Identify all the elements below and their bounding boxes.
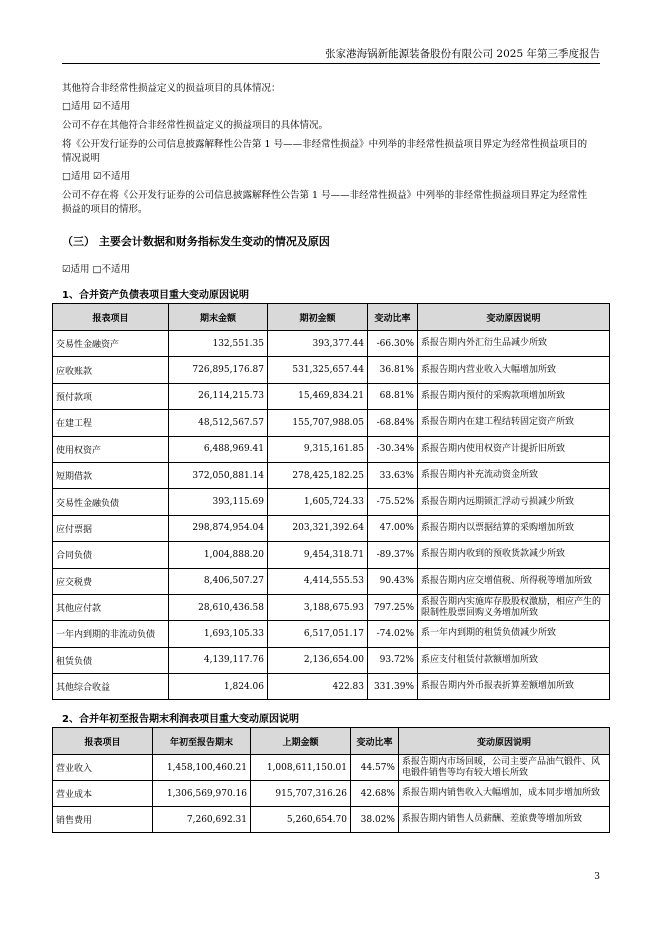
- cell-amount-current: 393,115.69: [169, 489, 268, 515]
- cell-change-rate: -66.30%: [368, 331, 418, 357]
- cell-item: 预付款项: [53, 383, 169, 409]
- checkbox-line-3: ☑适用 □不适用: [62, 264, 131, 275]
- cell-amount-current: 726,895,176.87: [169, 357, 268, 383]
- cell-reason: 系报告期内使用权资产计提折旧所致: [418, 436, 610, 462]
- cell-change-rate: 93.72%: [368, 647, 418, 673]
- cell-amount-current: 7,260,692.31: [153, 807, 251, 833]
- col-header: 期末金额: [169, 304, 268, 331]
- cell-change-rate: -89.37%: [368, 542, 418, 568]
- table-row: [53, 410, 610, 436]
- cell-amount-prior: 278,425,182.25: [268, 462, 368, 488]
- cell-amount-prior: 393,377.44: [268, 331, 368, 357]
- subsection-balance-sheet: 1、合并资产负债表项目重大变动原因说明: [62, 290, 249, 301]
- col-header: 变动比率: [368, 304, 418, 331]
- cell-reason: 系报告期内外汇衍生品减少所致: [418, 331, 610, 357]
- cell-amount-current: 4,139,117.76: [169, 647, 268, 673]
- cell-reason: 系报告期内实施库存股股权激励，相应产生的限制性股票回购义务增加所致: [418, 594, 610, 620]
- cell-amount-prior: 1,605,724.33: [268, 489, 368, 515]
- cell-reason: 系报告期内外币报表折算差额增加所致: [418, 674, 610, 700]
- col-header: 期初金额: [268, 304, 368, 331]
- cell-item: 其他综合收益: [53, 674, 169, 700]
- cell-amount-prior: 15,469,834.21: [268, 383, 368, 409]
- cell-change-rate: 38.02%: [351, 807, 399, 833]
- cell-amount-current: 1,004,888.20: [169, 542, 268, 568]
- cell-amount-prior: 915,707,316.26: [251, 781, 351, 807]
- col-header: 变动原因说明: [399, 728, 610, 755]
- subsection-income-statement: 2、合并年初至报告期末利润表项目重大变动原因说明: [62, 714, 299, 725]
- col-header: 变动原因说明: [418, 304, 610, 331]
- table-row: [53, 489, 610, 515]
- cell-item: 交易性金融负债: [53, 489, 169, 515]
- cell-item: 使用权资产: [53, 436, 169, 462]
- table-row: [53, 331, 610, 357]
- cell-amount-prior: 531,325,657.44: [268, 357, 368, 383]
- cell-item: 短期借款: [53, 462, 169, 488]
- cell-reason: 系报告期内收到的预收货款减少所致: [418, 542, 610, 568]
- cell-amount-prior: 203,321,392.64: [268, 515, 368, 541]
- cell-item: 营业成本: [53, 781, 153, 807]
- cell-change-rate: -30.34%: [368, 436, 418, 462]
- cell-amount-prior: 3,188,675.93: [268, 594, 368, 620]
- line-definition-note: 将《公开发行证券的公司信息披露解释性公告第 1 号——非经常性损益》中列举的非经常性损益项目界定为经常性损益项目的情况说明: [62, 139, 588, 164]
- cell-item: 交易性金融资产: [53, 331, 169, 357]
- cell-reason: 系应支付租赁付款额增加所致: [418, 647, 610, 673]
- cell-change-rate: 797.25%: [368, 594, 418, 620]
- col-header: 变动比率: [351, 728, 399, 755]
- cell-amount-current: 298,874,954.04: [169, 515, 268, 541]
- cell-change-rate: 68.81%: [368, 383, 418, 409]
- page-number: 3: [594, 872, 600, 882]
- table-row: [53, 436, 610, 462]
- cell-change-rate: 47.00%: [368, 515, 418, 541]
- cell-reason: 系报告期内营业收入大幅增加所致: [418, 357, 610, 383]
- cell-amount-current: 28,610,436.58: [169, 594, 268, 620]
- table-row: [53, 755, 610, 781]
- cell-amount-current: 372,050,881.14: [169, 462, 268, 488]
- cell-item: 销售费用: [53, 807, 153, 833]
- cell-item: 合同负债: [53, 542, 169, 568]
- cell-change-rate: 36.81%: [368, 357, 418, 383]
- balance-sheet-table: [52, 303, 610, 700]
- cell-reason: 系报告期内补充流动资金所致: [418, 462, 610, 488]
- col-header: 年初至报告期末: [153, 728, 251, 755]
- cell-amount-current: 8,406,507.27: [169, 568, 268, 594]
- cell-amount-current: 6,488,969.41: [169, 436, 268, 462]
- cell-amount-current: 26,114,215.73: [169, 383, 268, 409]
- cell-item: 一年内到期的非流动负债: [53, 621, 169, 647]
- table-row: [53, 383, 610, 409]
- cell-change-rate: 42.68%: [351, 781, 399, 807]
- cell-amount-prior: 4,414,555.53: [268, 568, 368, 594]
- cell-item: 应收账款: [53, 357, 169, 383]
- cell-reason: 系报告期内销售收入大幅增加，成本同步增加所致: [399, 781, 610, 807]
- section-title-3: （三） 主要会计数据和财务指标发生变动的情况及原因: [62, 235, 330, 248]
- page-header: 张家港海锅新能源装备股份有限公司 2025 年第三季度报告: [62, 46, 600, 64]
- checkbox-line-1: □适用 ☑不适用: [62, 101, 131, 112]
- cell-change-rate: -75.52%: [368, 489, 418, 515]
- table-row: [53, 515, 610, 541]
- cell-reason: 系报告期内应交增值税、所得税等增加所致: [418, 568, 610, 594]
- cell-item: 其他应付款: [53, 594, 169, 620]
- line-no-other-items: 公司不存在其他符合非经常性损益定义的损益项目的具体情况。: [62, 120, 329, 131]
- cell-reason: 系报告期内在建工程结转固定资产所致: [418, 410, 610, 436]
- cell-change-rate: 33.63%: [368, 462, 418, 488]
- cell-reason: 系报告期内远期锁汇浮动亏损减少所致: [418, 489, 610, 515]
- cell-amount-current: 48,512,567.57: [169, 410, 268, 436]
- cell-item: 应交税费: [53, 568, 169, 594]
- table-row: [53, 462, 610, 488]
- cell-change-rate: -68.84%: [368, 410, 418, 436]
- cell-amount-prior: 6,517,051.17: [268, 621, 368, 647]
- col-header: 报表项目: [53, 728, 153, 755]
- cell-change-rate: 90.43%: [368, 568, 418, 594]
- cell-item: 在建工程: [53, 410, 169, 436]
- cell-reason: 系报告期内预付的采购款项增加所致: [418, 383, 610, 409]
- cell-change-rate: -74.02%: [368, 621, 418, 647]
- cell-amount-prior: 9,454,318.71: [268, 542, 368, 568]
- checkbox-line-2: □适用 ☑不适用: [62, 171, 131, 182]
- table-row: [53, 781, 610, 807]
- cell-amount-current: 1,824.06: [169, 674, 268, 700]
- income-statement-table: [52, 727, 610, 833]
- table-row: [53, 647, 610, 673]
- cell-amount-prior: 155,707,988.05: [268, 410, 368, 436]
- col-header: 上期金额: [251, 728, 351, 755]
- cell-item: 应付票据: [53, 515, 169, 541]
- cell-amount-current: 132,551.35: [169, 331, 268, 357]
- table-row: [53, 542, 610, 568]
- cell-amount-prior: 2,136,654.00: [268, 647, 368, 673]
- table-row: [53, 594, 610, 620]
- line-other-items: 其他符合非经常性损益定义的损益项目的具体情况：: [62, 83, 281, 94]
- col-header: 报表项目: [53, 304, 169, 331]
- cell-change-rate: 331.39%: [368, 674, 418, 700]
- table-row: [53, 568, 610, 594]
- cell-amount-prior: 5,260,654.70: [251, 807, 351, 833]
- cell-item: 营业收入: [53, 755, 153, 781]
- table-row: [53, 357, 610, 383]
- cell-amount-prior: 1,008,611,150.01: [251, 755, 351, 781]
- cell-reason: 系报告期内市场回暖，公司主要产品油气锻件、风电锻件销售等均有较大增长所致: [399, 755, 610, 781]
- cell-amount-prior: 9,315,161.85: [268, 436, 368, 462]
- line-no-definition: 公司不存在将《公开发行证券的公司信息披露解释性公告第 1 号——非经常性损益》中列举的非经常性损益项目界定为经常性损益的项目的情形。: [62, 190, 588, 215]
- cell-reason: 系一年内到期的租赁负债减少所致: [418, 621, 610, 647]
- cell-amount-current: 1,306,569,970.16: [153, 781, 251, 807]
- cell-amount-prior: 422.83: [268, 674, 368, 700]
- cell-amount-current: 1,693,105.33: [169, 621, 268, 647]
- cell-reason: 系报告期内以票据结算的采购增加所致: [418, 515, 610, 541]
- cell-item: 租赁负债: [53, 647, 169, 673]
- table-row: [53, 621, 610, 647]
- cell-reason: 系报告期内销售人员薪酬、差旅费等增加所致: [399, 807, 610, 833]
- cell-amount-current: 1,458,100,460.21: [153, 755, 251, 781]
- table-row: [53, 674, 610, 700]
- table-row: [53, 807, 610, 833]
- cell-change-rate: 44.57%: [351, 755, 399, 781]
